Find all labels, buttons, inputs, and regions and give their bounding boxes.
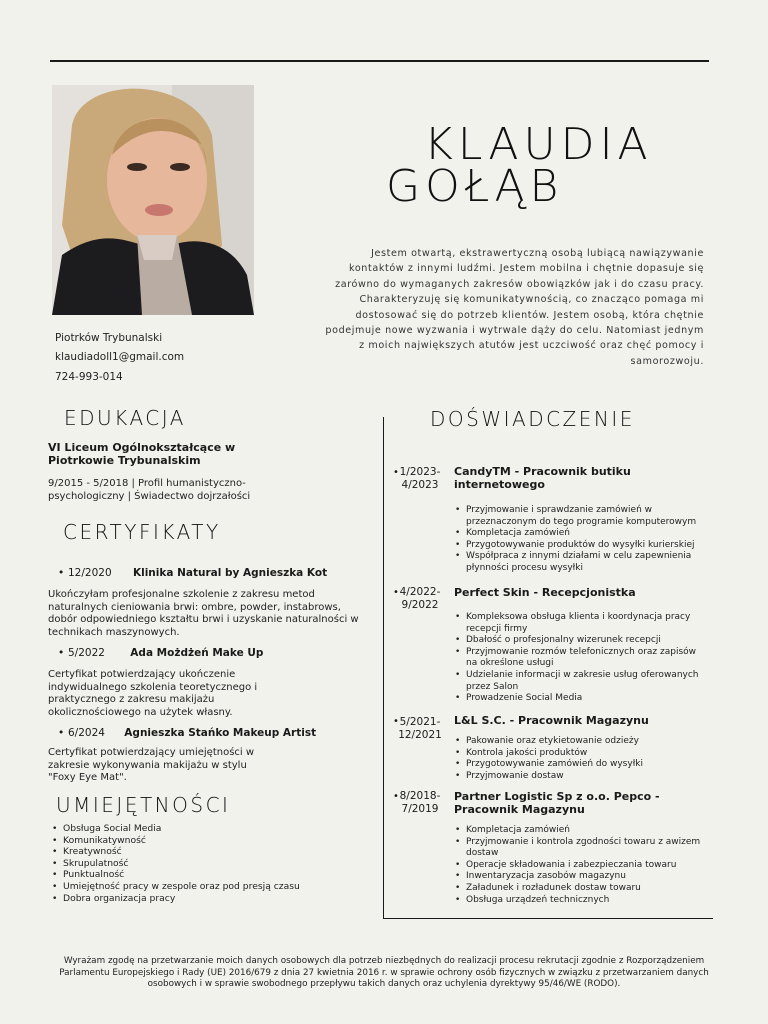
experience-duties (455, 736, 705, 782)
education-school: VI Liceum Ogólnokształcące w Piotrkowie Trybunalskim (48, 441, 236, 467)
duty-item: • Pakowanie oraz etykietowanie odzieży (455, 736, 705, 748)
top-divider (50, 60, 709, 62)
skills-heading: UMIEJĘTNOŚCI (56, 793, 231, 817)
certificate-item (68, 567, 327, 579)
certificate-title: Klinika Natural by Agnieszka Kot (132, 567, 328, 579)
name-last: GOŁĄB (386, 161, 564, 212)
duty-item: • Przyjmowanie i kontrola zgodności towaru z awizem dostaw (455, 837, 705, 860)
duty-item: • Przygotowywanie zamówień do wysyłki (455, 759, 705, 771)
profile-photo (52, 85, 254, 315)
bio-text: Jestem otwartą, ekstrawertyczną osobą lubiącą nawiązywanie kontaktów z innymi ludźmi. Jestem mobilna i chętnie dopasuje się zarówno do wymaganych zakresów obowiązków jak i do czasu pracy. Charakteryzuję się komunikatywnością, co znacząco pomaga mi dostosować się do potrzeb klientów. Jestem osobą, która chętnie podejmuje nowe wyzwania i wytrwale dąży do celu. Natomiast jednym z moich największych atutów jest uczciwość oraz chęć pomocy i samorozwoju. (325, 248, 704, 367)
duty-item: • Dbałość o profesjonalny wizerunek recepcji (455, 635, 705, 647)
certificate-desc: Certyfikat potwierdzający ukończenie indywidualnego szkolenia teoretycznego i praktycznego z zakresu makijażu okolicznościowego na użytek własny. (48, 669, 258, 718)
duty-item: • Inwentaryzacja zasobów magazynu (455, 871, 705, 883)
experience-date: 5/2021-12/2021 (398, 716, 442, 741)
experience-duties (455, 505, 705, 575)
duty-item: • Przyjmowanie dostaw (455, 771, 705, 783)
contact-phone[interactable]: 724-993-014 (55, 371, 123, 383)
certificate-title: Ada Możdżeń Make Up (130, 647, 264, 659)
certificate-title: Agnieszka Stańko Makeup Artist (124, 727, 317, 739)
duty-item: • Kompletacja zamówień (455, 825, 705, 837)
experience-duties (455, 612, 705, 705)
contact-email[interactable]: klaudiadoll1@gmail.com (55, 351, 185, 363)
duty-item: • Kompleksowa obsługa klienta i koordynacja pracy recepcji firmy (455, 612, 705, 635)
bottom-divider (383, 918, 713, 919)
column-divider (383, 417, 384, 919)
duty-item: • Operacje składowania i zabezpieczania towaru (455, 860, 705, 872)
duty-item: • Obsługa urządzeń technicznych (455, 895, 705, 907)
duty-item: • Kontrola jakości produktów (455, 748, 705, 760)
duty-item: • Przyjmowanie rozmów telefonicznych oraz zapisów na określone usługi (455, 647, 705, 670)
skill-item: • Dobra organizacja pracy (52, 893, 352, 905)
skills-list (52, 823, 352, 904)
duty-item: • Załadunek i rozładunek dostaw towaru (455, 883, 705, 895)
certificate-desc: Ukończyłam profesjonalne szkolenie z zakresu metod naturalnych cieniowania brwi: ombre, powder, instabrows, dobór odpowiedniego kształtu brwi i uzyskanie naturalności w technikach maszynowych. (48, 589, 359, 638)
certificates-heading: CERTYFIKATY (63, 520, 221, 544)
skill-item: • Umiejętność pracy w zespole oraz pod presją czasu (52, 881, 352, 893)
skill-item: • Punktualność (52, 869, 352, 881)
experience-title: Perfect Skin - Recepcjonistka (454, 586, 636, 599)
skill-item: • Kreatywność (52, 846, 352, 858)
duty-item: • Współpraca z innymi działami w celu zapewnienia płynności procesu wysyłki (455, 551, 705, 574)
duty-item: • Prowadzenie Social Media (455, 693, 705, 705)
duty-item: • Przygotowywanie produktów do wysyłki kurierskiej (455, 540, 705, 552)
duty-item: • Udzielanie informacji w zakresie usług oferowanych przez Salon (455, 670, 705, 693)
certificate-item (68, 727, 316, 739)
experience-title: Partner Logistic Sp z o.o. Pepco - Pracownik Magazynu (454, 790, 660, 816)
certificate-desc: Certyfikat potwierdzający umiejętności w zakresie wykonywania makijażu w stylu "Foxy Eye Mat". (48, 747, 255, 783)
skill-item: • Skrupulatność (52, 858, 352, 870)
experience-date: 4/2022-9/2022 (399, 586, 441, 611)
duty-item: • Przyjmowanie i sprawdzanie zamówień w przeznaczonym do tego programie komputerowym (455, 505, 705, 528)
gdpr-consent: Wyrażam zgodę na przetwarzanie moich danych osobowych dla potrzeb niezbędnych do realizacji procesu rekrutacji zgodnie z Rozporządzeniem Parlamentu Europejskiego i Rady (UE) 2016/679 z dnia 27 kwietnia 2016 r. w sprawie ochrony osób fizycznych w związku z przetwarzaniem danych osobowych i w sprawie swobodnego przepływu takich danych oraz uchylenia dyrektywy 95/46/WE (RODO). (59, 956, 709, 990)
education-details: 9/2015 - 5/2018 | Profil humanistyczno-psychologiczny | Świadectwo dojrzałości (48, 478, 251, 502)
skill-item: • Komunikatywność (52, 835, 352, 847)
certificate-date: 5/2022 (68, 647, 105, 659)
certificate-date: 6/2024 (68, 727, 105, 739)
experience-title: L&L S.C. - Pracownik Magazynu (454, 714, 649, 727)
certificate-item (68, 647, 263, 659)
experience-duties (455, 825, 705, 906)
contact-city: Piotrków Trybunalski (55, 332, 163, 344)
education-heading: EDUKACJA (64, 406, 186, 430)
experience-date: 8/2018-7/2019 (399, 790, 441, 815)
duty-item: • Kompletacja zamówień (455, 528, 705, 540)
experience-title: CandyTM - Pracownik butiku internetowego (454, 465, 631, 491)
experience-heading: DOŚWIADCZENIE (430, 407, 635, 431)
experience-date: 1/2023-4/2023 (399, 466, 441, 491)
skill-item: • Obsługa Social Media (52, 823, 352, 835)
name-first: KLAUDIA (424, 119, 653, 170)
certificate-date: 12/2020 (68, 567, 112, 579)
